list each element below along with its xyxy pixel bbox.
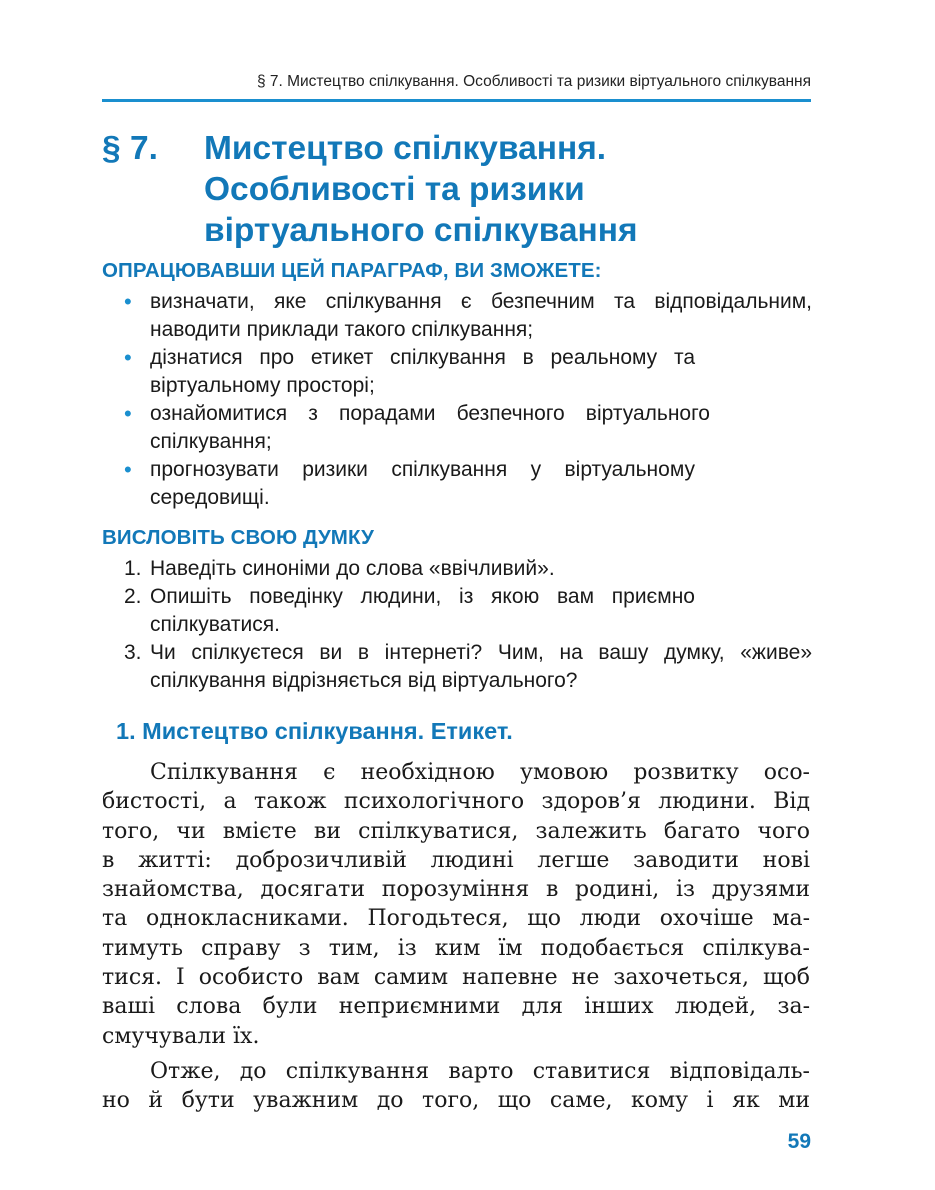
body-line: тися. І особисто вам самим напевне не захочеться, щоб [102,965,810,991]
chapter-title [204,128,764,251]
body-line: Отже, до спілкування варто ставитися відповідаль- [150,1058,810,1084]
question-number: 2. [124,585,142,608]
body-line: ваші слова були неприємними для інших людей, за- [102,994,810,1020]
body-line: в житті: доброзичливій людині легше заводити нові [102,847,810,873]
list-item [102,583,812,639]
bullet-icon: • [124,401,132,426]
goal-text: визначати, яке спілкування є безпечним та відповідальним, наводити приклади такого спілкування; [150,290,812,341]
goal-text: прогнозувати ризики спілкування у віртуальному середовищі. [150,458,695,509]
bullet-icon: • [124,457,132,482]
body-line: знайомства, досягати порозуміння в родині, із друзями [102,877,810,903]
body-line: бистості, а також психологічного здоров’я людини. Від [102,789,810,815]
list-item [102,555,812,583]
list-item [102,456,812,512]
chapter-number: § 7. [102,130,158,167]
bullet-icon: • [124,289,132,314]
goals-list [102,288,812,512]
list-item [102,639,812,695]
body-line: смучували їх. [102,1023,260,1049]
chapter-title-line: віртуального спілкування [204,212,638,249]
page-number: 59 [787,1130,811,1153]
question-text: Наведіть синоніми до слова «ввічливий». [150,557,555,580]
goal-text: ознайомитися з порадами безпечного віртуального спілкування; [150,402,710,453]
body-line: тимуть справу з тим, із ким їм подобається спілкува- [102,935,810,961]
opinion-heading: ВИСЛОВІТЬ СВОЮ ДУМКУ [102,526,374,549]
questions-list [102,555,812,695]
list-item [102,344,812,400]
question-number: 3. [124,641,142,664]
body-line: та однокласниками. Погодьтеся, що люди охочіше ма- [102,906,810,932]
body-line: но й бути уважним до того, що саме, кому і як ми [102,1088,810,1114]
bullet-icon: • [124,345,132,370]
running-header: § 7. Мистецтво спілкування. Особливості та ризики віртуального спілкування [256,73,811,90]
question-number: 1. [124,557,142,580]
body-line: того, чи вмієте ви спілкуватися, залежить багато чого [102,818,810,844]
goal-text: дізнатися про етикет спілкування в реальному та віртуальному просторі; [150,346,695,397]
chapter-title-line: Мистецтво спілкування. [204,130,607,167]
section-title: 1. Мистецтво спілкування. Етикет. [116,718,513,744]
body-text [102,758,810,1116]
list-item [102,400,812,456]
chapter-title-line: Особливості та ризики [204,171,585,208]
question-text: Чи спілкуєтеся ви в інтернеті? Чим, на вашу думку, «живе» спілкування відрізняється від віртуального? [150,641,812,692]
goals-heading: ОПРАЦЮВАВШИ ЦЕЙ ПАРАГРАФ, ВИ ЗМОЖЕТЕ: [102,259,602,282]
header-rule [102,99,811,102]
question-text: Опишіть поведінку людини, із якою вам приємно спілкуватися. [150,585,695,636]
list-item [102,288,812,344]
body-line: Спілкування є необхідною умовою розвитку осо- [150,760,810,785]
